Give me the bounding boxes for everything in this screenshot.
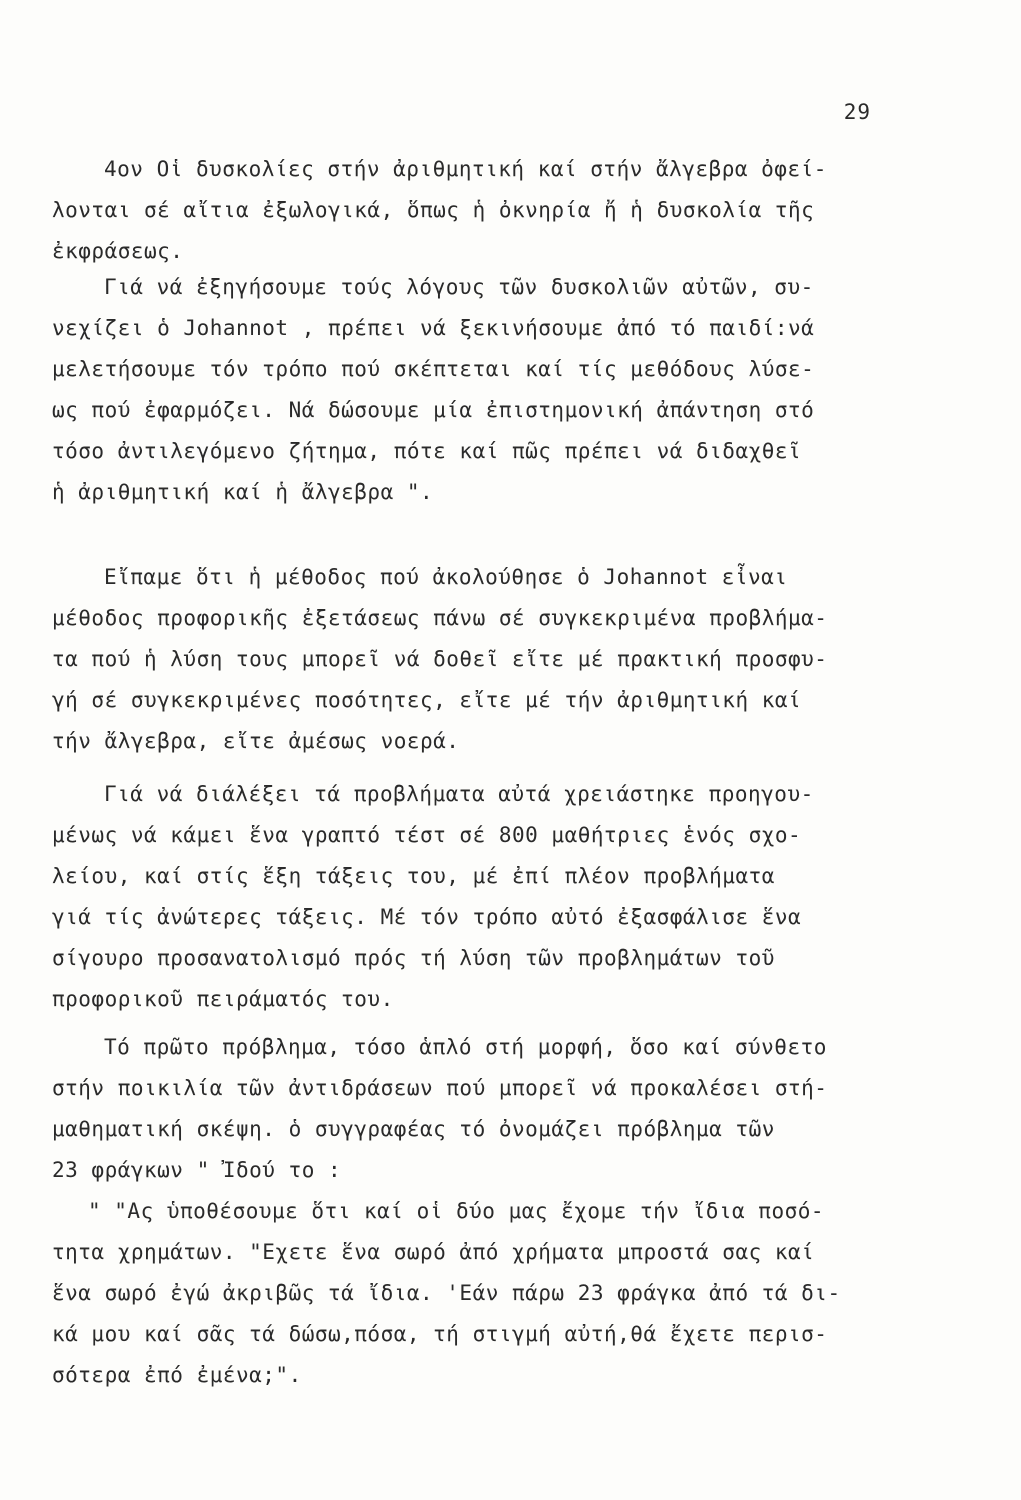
paragraph-5 bbox=[52, 1027, 872, 1191]
paragraph-6-quote bbox=[52, 1191, 872, 1396]
text-line: ως πού ἐφαρμόζει. Νά δώσουμε μία ἐπιστημονική ἀπάντηση στό bbox=[52, 398, 815, 422]
text-line: μελετήσουμε τόν τρόπο πού σκέπτεται καί τίς μεθόδους λύσε- bbox=[52, 357, 815, 381]
text-line: Γιά νά διάλέξει τά προβλήματα αὐτά χρειάστηκε προηγου- bbox=[104, 782, 814, 806]
text-line: Εἴπαμε ὅτι ἡ μέθοδος πού ἀκολούθησε ὁ Johannot εἶναι bbox=[104, 565, 788, 589]
text-line: 23 φράγκων " Ἰδού το : bbox=[52, 1158, 342, 1182]
text-line: μένως νά κάμει ἕνα γραπτό τέστ σέ 800 μαθήτριες ἑνός σχο- bbox=[52, 823, 802, 847]
text-line: γή σέ συγκεκριμένες ποσότητες, εἴτε μέ τήν ἀριθμητική καί bbox=[52, 688, 802, 712]
text-line: κά μου καί σᾶς τά δώσω,πόσα, τή στιγμή αὐτή,θά ἔχετε περισ- bbox=[52, 1322, 828, 1346]
paragraph-4 bbox=[52, 774, 872, 1020]
text-line: λονται σέ αἴτια ἐξωλογικά, ὅπως ἡ ὀκνηρία ἤ ἡ δυσκολία τῆς bbox=[52, 198, 815, 222]
text-line: ἐκφράσεως. bbox=[52, 239, 184, 263]
text-line: τητα χρημάτων. "Εχετε ἕνα σωρό ἀπό χρήματα μπροστά σας καί bbox=[52, 1240, 815, 1264]
paragraph-1 bbox=[52, 149, 872, 272]
text-line: " "Ας ὑποθέσουμε ὅτι καί οἱ δύο μας ἔχομε τήν ἴδια ποσό- bbox=[88, 1199, 825, 1223]
text-line: Γιά νά ἐξηγήσουμε τούς λόγους τῶν δυσκολιῶν αὐτῶν, συ- bbox=[104, 275, 814, 299]
text-line: 4ον Οἱ δυσκολίες στήν ἀριθμητική καί στήν ἄλγεβρα ὀφεί- bbox=[104, 157, 827, 181]
paragraph-3 bbox=[52, 557, 872, 762]
text-line: στήν ποικιλία τῶν ἀντιδράσεων πού μπορεῖ νά προκαλέσει στή- bbox=[52, 1076, 828, 1100]
text-line: τόσο ἀντιλεγόμενο ζήτημα, πότε καί πῶς πρέπει νά διδαχθεῖ bbox=[52, 439, 802, 463]
text-line: ἡ ἀριθμητική καί ἡ ἄλγεβρα ". bbox=[52, 480, 434, 504]
paragraph-2 bbox=[52, 267, 872, 513]
text-line: νεχίζει ὁ Johannot , πρέπει νά ξεκινήσουμε ἀπό τό παιδί:νά bbox=[52, 316, 815, 340]
text-line: προφορικοῦ πειράματός του. bbox=[52, 987, 394, 1011]
text-line: τα πού ἡ λύση τους μπορεῖ νά δοθεῖ εἴτε μέ πρακτική προσφυ- bbox=[52, 647, 828, 671]
text-line: μαθηματική σκέψη. ὁ συγγραφέας τό ὀνομάζει πρόβλημα τῶν bbox=[52, 1117, 775, 1141]
page-number: 29 bbox=[843, 100, 871, 124]
text-line: λείου, καί στίς ἕξη τάξεις του, μέ ἐπί πλέον προβλήματα bbox=[52, 864, 775, 888]
text-line: ἕνα σωρό ἐγώ ἀκριβῶς τά ἴδια. 'Εάν πάρω 23 φράγκα ἀπό τά δι- bbox=[52, 1281, 841, 1305]
text-line: μέθοδος προφορικῆς ἐξετάσεως πάνω σέ συγκεκριμένα προβλήμα- bbox=[52, 606, 828, 630]
text-line: Τό πρῶτο πρόβλημα, τόσο ἁπλό στή μορφή, ὅσο καί σύνθετο bbox=[104, 1035, 827, 1059]
text-line: σότερα ἐπό ἐμένα;". bbox=[52, 1363, 302, 1387]
text-line: τήν ἄλγεβρα, εἴτε ἀμέσως νοερά. bbox=[52, 729, 460, 753]
text-line: σίγουρο προσανατολισμό πρός τή λύση τῶν προβλημάτων τοῦ bbox=[52, 946, 775, 970]
text-line: γιά τίς ἀνώτερες τάξεις. Μέ τόν τρόπο αὐτό ἐξασφάλισε ἕνα bbox=[52, 905, 802, 929]
